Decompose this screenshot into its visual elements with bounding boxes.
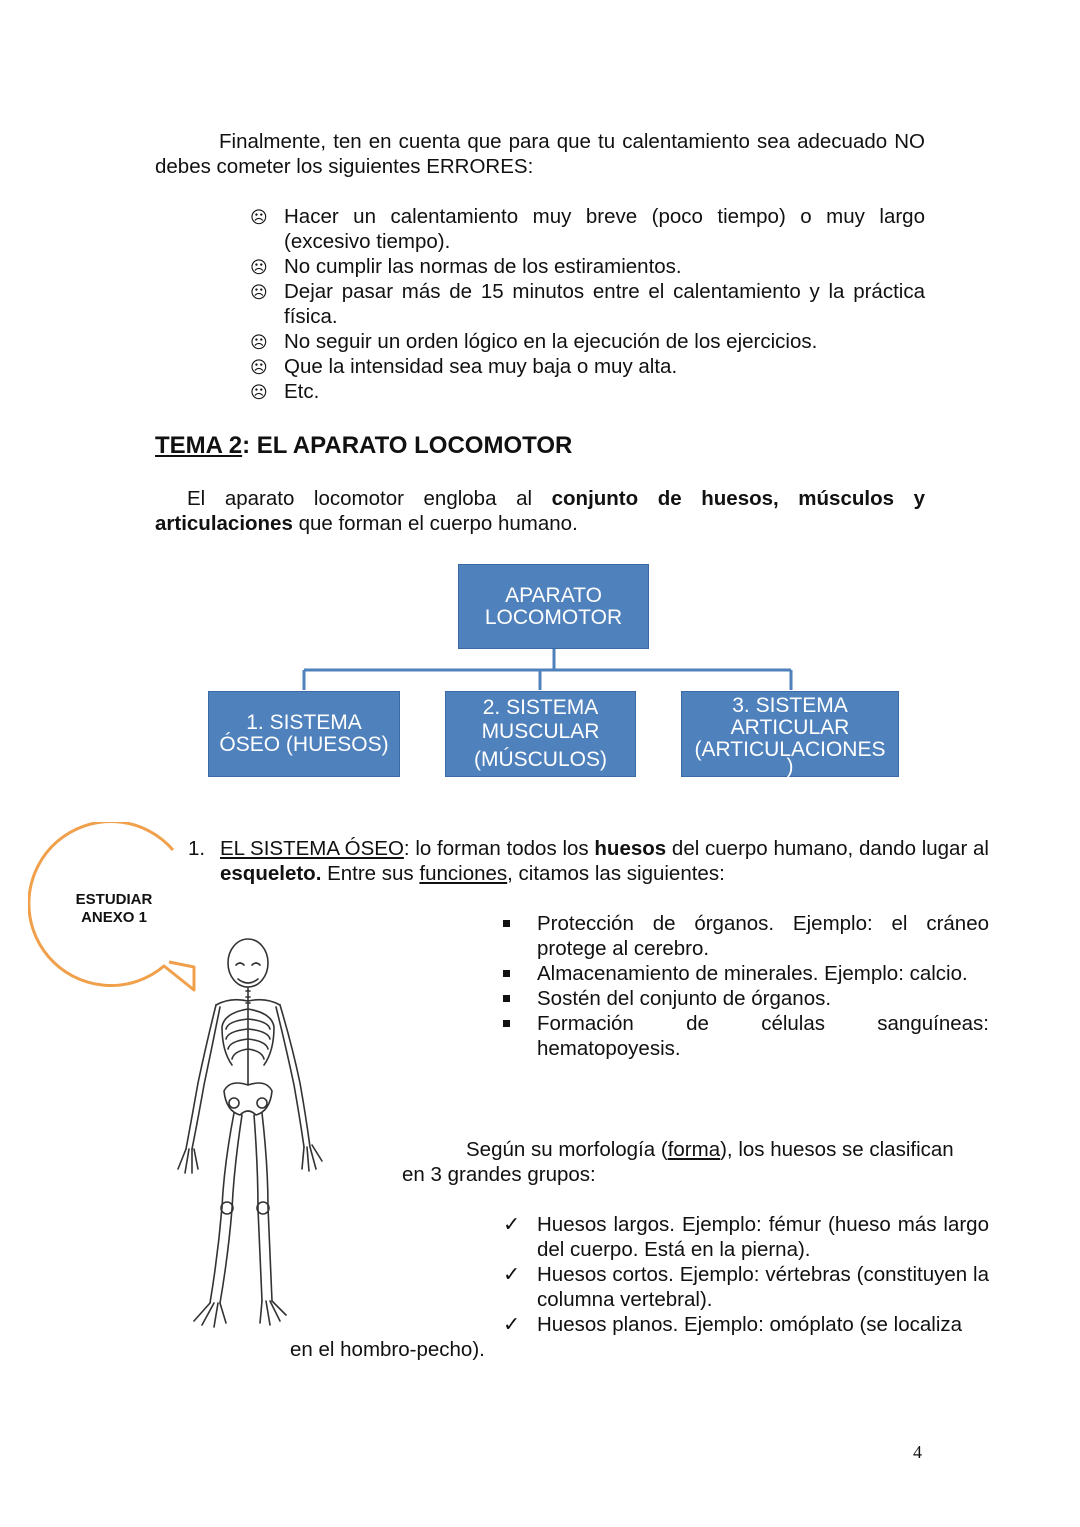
frowning-face-icon: ☹ (250, 208, 268, 228)
frowning-face-icon: ☹ (250, 383, 268, 403)
list-item: ☹ No cumplir las normas de los estiramientos. (250, 254, 925, 279)
list-item: ☹ No seguir un orden lógico en la ejecución de los ejercicios. (250, 329, 925, 354)
list-item: Almacenamiento de minerales. Ejemplo: calcio. (503, 961, 989, 986)
square-bullet-icon (503, 1020, 510, 1027)
section-heading: TEMA 2: EL APARATO LOCOMOTOR (155, 432, 573, 459)
checkmark-icon: ✓ (503, 1212, 521, 1236)
functions-list (503, 911, 989, 1061)
list-item: Formación de células sanguíneas: hematopoyesis. (503, 1011, 989, 1061)
list-item: ☹ Etc. (250, 379, 925, 404)
list-item: ✓ Huesos largos. Ejemplo: fémur (hueso más largo del cuerpo. Está en la pierna). (503, 1212, 989, 1261)
section-number: 1. (188, 837, 206, 860)
morphology-paragraph-line2: en 3 grandes grupos: (402, 1163, 596, 1186)
human-skeleton-illustration (160, 935, 340, 1330)
square-bullet-icon (503, 920, 510, 927)
study-callout-text: ESTUDIAR ANEXO 1 (75, 891, 153, 926)
frowning-face-icon: ☹ (250, 358, 268, 378)
list-item: ✓ Huesos planos. Ejemplo: omóplato (se localiza (503, 1312, 963, 1336)
list-item: ☹ Que la intensidad sea muy baja o muy alta. (250, 354, 925, 379)
diagram-child-muscular: 2. SISTEMA MUSCULAR (MÚSCULOS) (445, 691, 636, 777)
list-item: ✓ Huesos cortos. Ejemplo: vértebras (constituyen la columna vertebral). (503, 1262, 989, 1311)
frowning-face-icon: ☹ (250, 258, 268, 278)
section1-paragraph: EL SISTEMA ÓSEO: lo forman todos los huesos del cuerpo humano, dando lugar al esqueleto. Entre sus funciones, citamos las siguientes: (220, 837, 989, 885)
intro-paragraph: Finalmente, ten en cuenta que para que tu calentamiento sea adecuado NO debes cometer los siguientes ERRORES: (155, 130, 925, 178)
diagram-child-articular: 3. SISTEMA ARTICULAR (ARTICULACIONES ) (681, 691, 899, 777)
checkmark-icon: ✓ (503, 1262, 521, 1286)
frowning-face-icon: ☹ (250, 283, 268, 303)
morphology-paragraph: Según su morfología (forma), los huesos se clasifican (466, 1138, 954, 1161)
list-item: ☹ Dejar pasar más de 15 minutos entre el calentamiento y la práctica física. (250, 280, 925, 328)
diagram-child-oseo: 1. SISTEMA ÓSEO (HUESOS) (208, 691, 400, 777)
checkmark-icon: ✓ (503, 1312, 521, 1336)
list-item: Protección de órganos. Ejemplo: el cráneo protege al cerebro. (503, 911, 989, 961)
square-bullet-icon (503, 995, 510, 1002)
list-item: ☹ Hacer un calentamiento muy breve (poco tiempo) o muy largo (excesivo tiempo). (250, 205, 925, 253)
errors-list (250, 204, 925, 404)
page-number: 4 (913, 1442, 922, 1462)
frowning-face-icon: ☹ (250, 333, 268, 353)
definition-paragraph: El aparato locomotor engloba al conjunto de huesos, músculos y articulaciones que forman el cuerpo humano. (155, 487, 925, 535)
square-bullet-icon (503, 970, 510, 977)
list-item: Sostén del conjunto de órganos. (503, 986, 989, 1011)
diagram-root-box: APARATO LOCOMOTOR (458, 564, 649, 649)
bone-types-list (503, 1212, 989, 1337)
bone-types-tail: en el hombro-pecho). (290, 1338, 485, 1361)
